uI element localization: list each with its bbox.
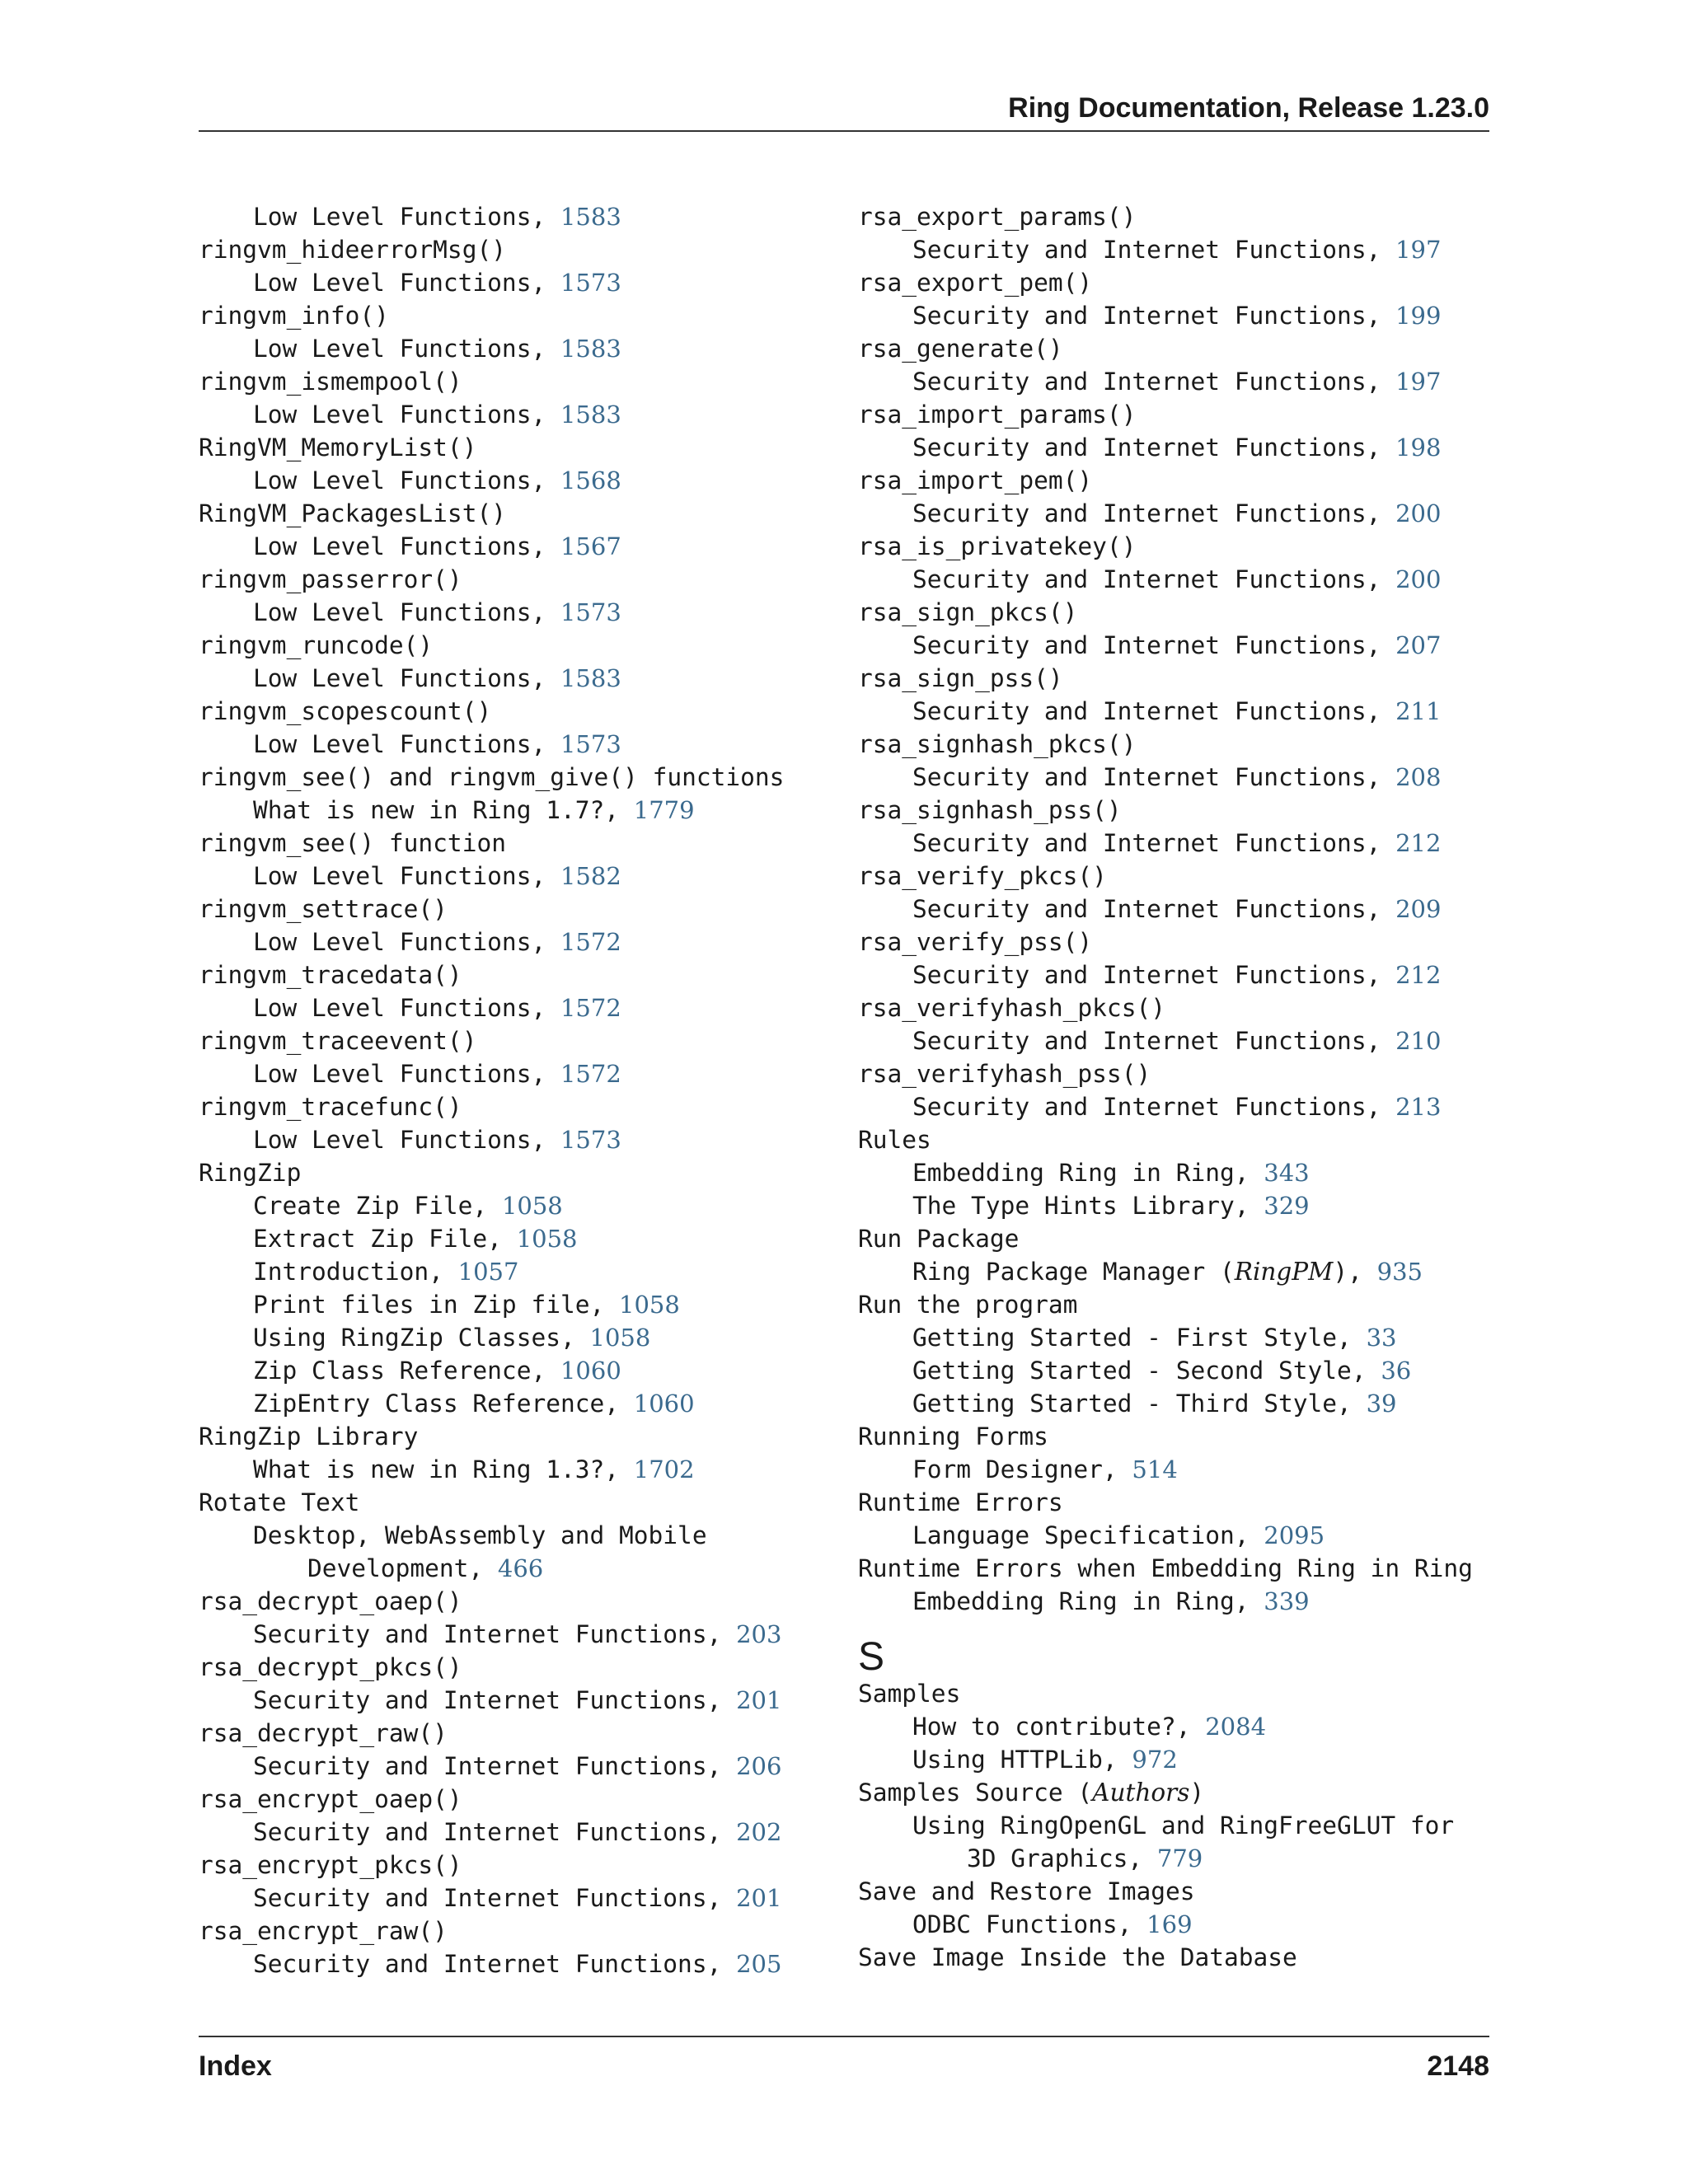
entry-text: Runtime Errors when Embedding Ring in Ring	[858, 1554, 1473, 1582]
index-subentry	[199, 596, 809, 629]
entry-text: Low Level Functions,	[253, 664, 560, 692]
entry-text: ringvm_hideerrorMsg()	[199, 236, 506, 264]
index-subentry	[858, 1354, 1501, 1387]
index-term	[199, 497, 809, 530]
entry-text: Embedding Ring in Ring,	[912, 1159, 1264, 1187]
index-subentry	[199, 662, 809, 695]
entry-text: rsa_import_params()	[858, 401, 1137, 429]
page-link[interactable]: 201	[736, 1686, 782, 1714]
entry-text: rsa_verifyhash_pkcs()	[858, 994, 1165, 1022]
page-link[interactable]: 1573	[560, 730, 621, 758]
page-link[interactable]: 779	[1156, 1844, 1203, 1872]
index-subentry	[858, 299, 1501, 332]
page-link[interactable]: 935	[1376, 1258, 1423, 1286]
entry-text: ODBC Functions,	[912, 1910, 1147, 1938]
page-link[interactable]: 212	[1395, 829, 1442, 857]
index-term	[858, 464, 1501, 497]
entry-text: rsa_verify_pss()	[858, 928, 1093, 956]
page-link[interactable]: 207	[1395, 631, 1442, 659]
entry-text: rsa_is_privatekey()	[858, 532, 1137, 560]
index-term	[858, 200, 1501, 233]
entry-text: rsa_export_pem()	[858, 269, 1093, 297]
index-term	[199, 893, 809, 926]
index-term	[858, 1941, 1501, 1974]
index-term	[858, 1222, 1501, 1255]
page-link[interactable]: 1057	[457, 1258, 519, 1286]
entry-text: rsa_signhash_pss()	[858, 796, 1122, 824]
entry-text: Security and Internet Functions,	[253, 1686, 737, 1714]
index-subentry	[858, 1842, 1501, 1875]
index-term	[199, 563, 809, 596]
entry-text: Print files in Zip file,	[253, 1291, 620, 1319]
entry-text: Security and Internet Functions,	[253, 1620, 737, 1648]
entry-text: RingVM_MemoryList()	[199, 434, 477, 462]
entry-text: Low Level Functions,	[253, 203, 560, 231]
entry-text: Security and Internet Functions,	[912, 1093, 1396, 1121]
index-subentry	[199, 1684, 809, 1717]
page-link[interactable]: 1583	[560, 401, 621, 429]
entry-text: Run Package	[858, 1225, 1020, 1253]
page-link[interactable]: 466	[497, 1554, 544, 1582]
page-header	[199, 92, 1489, 132]
index-term	[858, 728, 1501, 761]
entry-text: rsa_signhash_pkcs()	[858, 730, 1137, 758]
index-term	[858, 1552, 1501, 1585]
entry-text: Security and Internet Functions,	[912, 763, 1396, 791]
entry-emphasis: Authors	[1092, 1779, 1190, 1807]
entry-text: Embedding Ring in Ring,	[912, 1587, 1264, 1615]
entry-text: Introduction,	[253, 1258, 458, 1286]
index-subentry	[858, 893, 1501, 926]
entry-text: 3D Graphics,	[967, 1844, 1157, 1872]
entry-text: Security and Internet Functions,	[912, 302, 1396, 330]
page-link[interactable]: 213	[1395, 1093, 1442, 1121]
entry-emphasis: RingPM	[1234, 1258, 1334, 1286]
page-link[interactable]: 199	[1395, 302, 1442, 330]
entry-text: Form Designer,	[912, 1455, 1132, 1483]
entry-text: rsa_import_pem()	[858, 466, 1093, 494]
entry-text: rsa_encrypt_oaep()	[199, 1785, 462, 1813]
entry-text: Security and Internet Functions,	[912, 434, 1396, 462]
page-link[interactable]: 514	[1132, 1455, 1178, 1483]
page-link[interactable]: 1060	[560, 1357, 621, 1385]
index-subentry	[199, 1750, 809, 1783]
entry-text: Low Level Functions,	[253, 401, 560, 429]
entry-text: ringvm_info()	[199, 302, 389, 330]
page-link[interactable]: 329	[1264, 1192, 1310, 1220]
index-column-right	[858, 200, 1501, 1974]
index-term	[858, 398, 1501, 431]
index-subentry	[199, 1057, 809, 1090]
entry-text: Security and Internet Functions,	[912, 829, 1396, 857]
index-term	[858, 596, 1501, 629]
page-link[interactable]: 1060	[633, 1390, 695, 1418]
index-subentry	[199, 1947, 809, 1980]
index-subentry	[858, 629, 1501, 662]
index-subentry	[199, 1222, 809, 1255]
index-subentry	[858, 1321, 1501, 1354]
page-link[interactable]: 1573	[560, 598, 621, 626]
document-title: Ring Documentation, Release 1.23.0	[1008, 92, 1489, 124]
index-subentry	[199, 1354, 809, 1387]
entry-text: RingZip Library	[199, 1422, 419, 1451]
index-term	[858, 1288, 1501, 1321]
index-term	[199, 233, 809, 266]
entry-text: Low Level Functions,	[253, 598, 560, 626]
entry-text: The Type Hints Library,	[912, 1192, 1264, 1220]
index-term	[199, 629, 809, 662]
entry-text: ringvm_scopescount()	[199, 697, 492, 725]
index-subentry	[858, 1024, 1501, 1057]
index-term	[858, 1776, 1501, 1809]
index-term	[858, 1486, 1501, 1519]
index-subentry	[858, 1743, 1501, 1776]
entry-text: ringvm_see() function	[199, 829, 506, 857]
entry-text: rsa_sign_pkcs()	[858, 598, 1078, 626]
page-link[interactable]: 1702	[633, 1455, 695, 1483]
index-subentry	[858, 233, 1501, 266]
index-subentry	[858, 1387, 1501, 1420]
index-term	[858, 1123, 1501, 1156]
index-term	[199, 695, 809, 728]
page-link[interactable]: 1583	[560, 203, 621, 231]
entry-text: ringvm_passerror()	[199, 565, 462, 593]
index-subentry	[199, 926, 809, 958]
entry-text: rsa_export_params()	[858, 203, 1137, 231]
entry-text: ZipEntry Class Reference,	[253, 1390, 634, 1418]
page-link[interactable]: 339	[1264, 1587, 1310, 1615]
index-subentry	[858, 1255, 1501, 1288]
index-term	[858, 332, 1501, 365]
index-subentry	[199, 1255, 809, 1288]
page-link[interactable]: 198	[1395, 434, 1442, 462]
entry-text: Security and Internet Functions,	[253, 1950, 737, 1978]
entry-text: Security and Internet Functions,	[912, 697, 1396, 725]
entry-text: Desktop, WebAssembly and Mobile	[253, 1521, 707, 1549]
index-subentry	[199, 860, 809, 893]
page-link[interactable]: 197	[1395, 368, 1442, 396]
index-subentry	[199, 794, 809, 827]
page-link[interactable]: 343	[1264, 1159, 1310, 1187]
index-subentry	[199, 332, 809, 365]
index-term	[199, 827, 809, 860]
index-subentry	[858, 1090, 1501, 1123]
entry-text: Getting Started - Third Style,	[912, 1390, 1367, 1418]
entry-text: ringvm_tracedata()	[199, 961, 462, 989]
entry-text: rsa_decrypt_pkcs()	[199, 1653, 462, 1681]
entry-text: Security and Internet Functions,	[912, 499, 1396, 527]
index-subentry	[858, 1189, 1501, 1222]
page-link[interactable]: 1572	[560, 994, 621, 1022]
entry-text: Low Level Functions,	[253, 335, 560, 363]
entry-text: What is new in Ring 1.3?,	[253, 1455, 634, 1483]
entry-text: Using RingOpenGL and RingFreeGLUT for	[912, 1811, 1455, 1840]
index-term	[199, 431, 809, 464]
page-link[interactable]: 201	[736, 1884, 782, 1912]
index-subentry	[199, 1321, 809, 1354]
index-subentry	[199, 991, 809, 1024]
index-subentry	[199, 1618, 809, 1651]
index-term	[199, 1717, 809, 1750]
page-link[interactable]: 2084	[1205, 1713, 1267, 1741]
index-term	[858, 1875, 1501, 1908]
index-term	[199, 958, 809, 991]
page-link[interactable]: 39	[1366, 1390, 1397, 1418]
entry-text: Low Level Functions,	[253, 466, 560, 494]
entry-text: Security and Internet Functions,	[912, 565, 1396, 593]
entry-text: Using RingZip Classes,	[253, 1324, 590, 1352]
page-link[interactable]: 1572	[560, 1060, 621, 1088]
index-subentry	[199, 266, 809, 299]
index-subentry	[199, 200, 809, 233]
index-term	[858, 991, 1501, 1024]
index-subentry	[858, 1156, 1501, 1189]
index-term	[199, 365, 809, 398]
page-link[interactable]: 972	[1132, 1746, 1178, 1774]
index-subentry	[858, 1585, 1501, 1618]
index-subentry	[858, 1710, 1501, 1743]
page-link[interactable]: 1572	[560, 928, 621, 956]
page-link[interactable]: 36	[1381, 1357, 1412, 1385]
index-term	[199, 1585, 809, 1618]
entry-text: rsa_encrypt_raw()	[199, 1917, 448, 1945]
page-number: 2148	[1427, 2050, 1489, 2082]
entry-text: Low Level Functions,	[253, 730, 560, 758]
entry-text: Security and Internet Functions,	[253, 1752, 737, 1780]
page-link[interactable]: 1582	[560, 862, 621, 890]
entry-text: Security and Internet Functions,	[912, 895, 1396, 923]
index-term	[858, 266, 1501, 299]
entry-text: rsa_verifyhash_pss()	[858, 1060, 1151, 1088]
index-subentry	[858, 497, 1501, 530]
index-subentry	[199, 1453, 809, 1486]
page-link[interactable]: 1573	[560, 269, 621, 297]
index-subentry	[199, 1816, 809, 1849]
index-term	[199, 1156, 809, 1189]
index-letter-heading: S	[858, 1635, 885, 1679]
index-subentry	[858, 695, 1501, 728]
entry-text: Low Level Functions,	[253, 994, 560, 1022]
entry-text: ringvm_traceevent()	[199, 1027, 477, 1055]
entry-text: Getting Started - Second Style,	[912, 1357, 1381, 1385]
index-term	[199, 761, 809, 794]
index-term	[199, 1024, 809, 1057]
page-link[interactable]: 1058	[516, 1225, 578, 1253]
entry-text: rsa_verify_pkcs()	[858, 862, 1107, 890]
entry-text: ringvm_tracefunc()	[199, 1093, 462, 1121]
index-subentry	[199, 1288, 809, 1321]
page-link[interactable]: 208	[1395, 763, 1442, 791]
page-link[interactable]: 200	[1395, 565, 1442, 593]
entry-text-suffix: )	[1189, 1779, 1205, 1807]
index-term	[199, 1420, 809, 1453]
entry-text: ringvm_ismempool()	[199, 368, 462, 396]
entry-text: rsa_generate()	[858, 335, 1063, 363]
index-subentry	[199, 1519, 809, 1552]
index-subentry	[199, 398, 809, 431]
index-subentry	[858, 1519, 1501, 1552]
page-link[interactable]: 1583	[560, 664, 621, 692]
entry-text: Security and Internet Functions,	[912, 1027, 1396, 1055]
index-subentry	[199, 1387, 809, 1420]
entry-text: RingZip	[199, 1159, 302, 1187]
index-term	[199, 299, 809, 332]
index-term	[199, 1090, 809, 1123]
entry-text: ringvm_runcode()	[199, 631, 434, 659]
entry-text: Security and Internet Functions,	[912, 236, 1396, 264]
entry-text: Low Level Functions,	[253, 269, 560, 297]
index-term	[858, 860, 1501, 893]
index-subentry	[199, 1552, 809, 1585]
index-term	[858, 1057, 1501, 1090]
index-subentry	[858, 431, 1501, 464]
page-link[interactable]: 209	[1395, 895, 1442, 923]
index-subentry	[858, 827, 1501, 860]
entry-text: Samples Source (	[858, 1779, 1093, 1807]
index-subentry	[199, 1882, 809, 1915]
entry-text: Samples	[858, 1680, 961, 1708]
entry-text: What is new in Ring 1.7?,	[253, 796, 634, 824]
index-subentry	[199, 464, 809, 497]
entry-text: Low Level Functions,	[253, 862, 560, 890]
entry-text: Development,	[307, 1554, 498, 1582]
entry-text: Runtime Errors	[858, 1488, 1063, 1516]
page-link[interactable]: 1567	[560, 532, 621, 560]
index-term	[199, 1915, 809, 1947]
page-link[interactable]: 200	[1395, 499, 1442, 527]
index-term	[858, 794, 1501, 827]
page-link[interactable]: 197	[1395, 236, 1442, 264]
entry-text: Security and Internet Functions,	[912, 368, 1396, 396]
index-subentry	[199, 530, 809, 563]
index-column-left	[199, 200, 809, 1980]
index-term	[858, 926, 1501, 958]
page-link[interactable]: 1058	[501, 1192, 563, 1220]
page-link[interactable]: 33	[1366, 1324, 1397, 1352]
entry-text: Save Image Inside the Database	[858, 1943, 1297, 1971]
entry-text: Language Specification,	[912, 1521, 1264, 1549]
entry-text: Low Level Functions,	[253, 532, 560, 560]
entry-text: Zip Class Reference,	[253, 1357, 560, 1385]
entry-text: Rules	[858, 1126, 931, 1154]
entry-text: RingVM_PackagesList()	[199, 499, 506, 527]
index-subentry	[858, 365, 1501, 398]
entry-text: Save and Restore Images	[858, 1877, 1195, 1905]
entry-text: rsa_sign_pss()	[858, 664, 1063, 692]
page-link[interactable]: 1583	[560, 335, 621, 363]
page-link[interactable]: 1568	[560, 466, 621, 494]
page-link[interactable]: 205	[736, 1950, 782, 1978]
page-link[interactable]: 1573	[560, 1126, 621, 1154]
page-link[interactable]: 203	[736, 1620, 782, 1648]
index-subentry	[858, 1453, 1501, 1486]
entry-text: Security and Internet Functions,	[912, 631, 1396, 659]
page-link[interactable]: 212	[1395, 961, 1442, 989]
index-term	[858, 662, 1501, 695]
entry-text: rsa_decrypt_raw()	[199, 1719, 448, 1747]
index-term	[858, 530, 1501, 563]
entry-text: ringvm_settrace()	[199, 895, 448, 923]
entry-text: Using HTTPLib,	[912, 1746, 1132, 1774]
page-link[interactable]: 1058	[619, 1291, 680, 1319]
entry-text: Rotate Text	[199, 1488, 360, 1516]
page-link[interactable]: 2095	[1264, 1521, 1325, 1549]
index-term	[199, 1486, 809, 1519]
entry-text: Low Level Functions,	[253, 1060, 560, 1088]
page-link[interactable]: 210	[1395, 1027, 1442, 1055]
entry-text: Running Forms	[858, 1422, 1048, 1451]
footer-section-label: Index	[199, 2050, 272, 2082]
entry-text: ringvm_see() and ringvm_give() functions	[199, 763, 785, 791]
page-link[interactable]: 1058	[589, 1324, 651, 1352]
entry-text: Run the program	[858, 1291, 1078, 1319]
entry-text: Extract Zip File,	[253, 1225, 517, 1253]
entry-text: How to contribute?,	[912, 1713, 1206, 1741]
index-subentry	[199, 1123, 809, 1156]
index-term	[199, 1783, 809, 1816]
entry-text: Low Level Functions,	[253, 928, 560, 956]
page-link[interactable]: 211	[1395, 697, 1442, 725]
entry-text: Security and Internet Functions,	[253, 1818, 737, 1846]
index-subentry	[858, 563, 1501, 596]
index-subentry	[199, 728, 809, 761]
entry-text: Ring Package Manager (	[912, 1258, 1235, 1286]
entry-text: Getting Started - First Style,	[912, 1324, 1367, 1352]
index-subentry	[858, 1809, 1501, 1842]
entry-text: Security and Internet Functions,	[912, 961, 1396, 989]
index-subentry	[858, 958, 1501, 991]
entry-text: rsa_decrypt_oaep()	[199, 1587, 462, 1615]
index-subentry	[199, 1189, 809, 1222]
entry-text: Create Zip File,	[253, 1192, 502, 1220]
page-link[interactable]: 169	[1146, 1910, 1193, 1938]
index-term	[199, 1651, 809, 1684]
entry-text: Low Level Functions,	[253, 1126, 560, 1154]
index-term	[199, 1849, 809, 1882]
page-link[interactable]: 202	[736, 1818, 782, 1846]
entry-text: rsa_encrypt_pkcs()	[199, 1851, 462, 1879]
page-link[interactable]: 1779	[633, 796, 695, 824]
index-term	[858, 1677, 1501, 1710]
page-link[interactable]: 206	[736, 1752, 782, 1780]
index-subentry	[858, 761, 1501, 794]
entry-text: Security and Internet Functions,	[253, 1884, 737, 1912]
page-footer	[199, 2036, 1489, 2087]
index-subentry	[858, 1908, 1501, 1941]
entry-text-suffix: ),	[1333, 1258, 1377, 1286]
index-term	[858, 1420, 1501, 1453]
